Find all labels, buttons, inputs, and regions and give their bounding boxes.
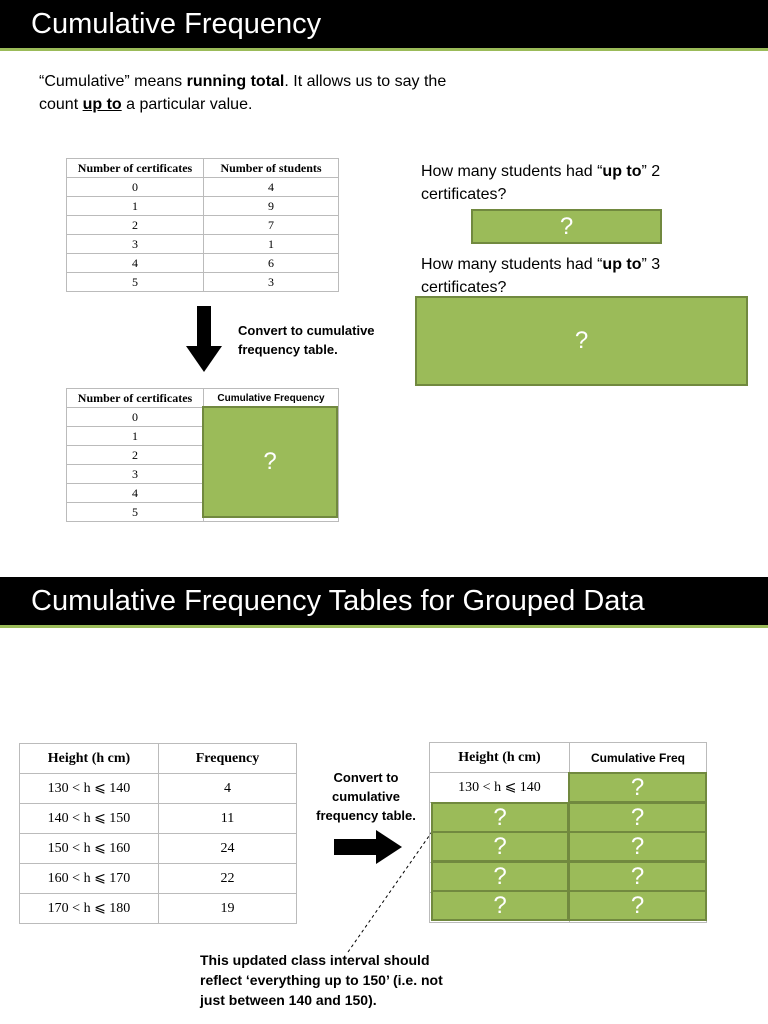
slide1-title: Cumulative Frequency [31, 8, 322, 40]
col-header-height: Height (h cm) [20, 744, 159, 774]
cell: 0 [67, 178, 204, 197]
question-2-post: ” 3 certificates? [421, 256, 661, 296]
question-2 [421, 253, 721, 299]
cell: 3 [67, 235, 204, 254]
grouped-frequency-table [19, 743, 297, 924]
table-row [20, 834, 297, 864]
answer-2-box[interactable]: ? [415, 296, 748, 386]
cell: 1 [67, 427, 204, 446]
cell: 9 [204, 197, 339, 216]
hidden-cf-cell[interactable]: ? [568, 831, 707, 862]
col-header-frequency: Frequency [159, 744, 297, 774]
cell: 160 < h ⩽ 170 [20, 864, 159, 894]
table-row [20, 804, 297, 834]
down-arrow-icon [186, 306, 222, 372]
table-row [67, 254, 339, 273]
table-header-row [67, 159, 339, 178]
hidden-cf-cell[interactable]: ? [568, 802, 707, 833]
cell: 3 [67, 465, 204, 484]
slide2-title: Cumulative Frequency Tables for Grouped Data [31, 585, 645, 617]
cell: 4 [67, 254, 204, 273]
hidden-cf-cell[interactable]: ? [568, 772, 707, 803]
col-header-certificates: Number of certificates [67, 389, 204, 408]
cell: 6 [204, 254, 339, 273]
intro-part3: a particular value. [121, 96, 253, 113]
answer-1-box[interactable]: ? [471, 209, 662, 244]
table-row [20, 864, 297, 894]
cell: 1 [67, 197, 204, 216]
cell: 24 [159, 834, 297, 864]
intro-part2: . It allows us to say the count [39, 73, 447, 113]
table-row [20, 894, 297, 924]
col-header-cumulative: Cumulative Frequency [204, 389, 339, 408]
cell: 22 [159, 864, 297, 894]
cell: 19 [159, 894, 297, 924]
table-row [67, 235, 339, 254]
table-header-row [430, 743, 707, 773]
hidden-cf-cell[interactable]: ? [568, 861, 707, 892]
table-row [67, 178, 339, 197]
table-header-row [67, 389, 339, 408]
class-interval-note [200, 950, 460, 1010]
intro-text [39, 70, 479, 116]
question-1 [421, 160, 721, 206]
intro-underlined: up to [82, 96, 122, 113]
cell: 150 < h ⩽ 160 [20, 834, 159, 864]
hidden-interval-cell[interactable]: ? [431, 861, 569, 892]
slide2-title-bar [0, 577, 768, 628]
question-1-post: ” 2 certificates? [421, 163, 661, 203]
question-2-pre: How many students had “ [421, 256, 603, 273]
cell: 5 [67, 273, 204, 292]
slide1-title-bar [0, 0, 768, 51]
hidden-interval-cell[interactable]: ? [431, 890, 569, 921]
question-1-pre: How many students had “ [421, 163, 603, 180]
hidden-cumulative-values[interactable]: ? [202, 406, 338, 518]
cell: 1 [204, 235, 339, 254]
table-header-row [20, 744, 297, 774]
cell: 4 [204, 178, 339, 197]
table-row [67, 216, 339, 235]
col-header-students: Number of students [204, 159, 339, 178]
cell: 2 [67, 216, 204, 235]
intro-bold: running total [186, 73, 285, 90]
cell: 130 < h ⩽ 140 [20, 774, 159, 804]
col-header-height: Height (h cm) [430, 743, 570, 773]
cell: 140 < h ⩽ 150 [20, 804, 159, 834]
cell: 11 [159, 804, 297, 834]
note-part1: This updated class interval should reflect ‘everything [200, 952, 430, 988]
table-row [20, 774, 297, 804]
question-2-bold: up to [602, 256, 642, 273]
question-1-bold: up to [602, 163, 642, 180]
convert-label-2: Convert to cumulative frequency table. [316, 770, 416, 823]
table-row [67, 273, 339, 292]
hidden-interval-cell[interactable]: ? [431, 831, 569, 862]
cell: 130 < h ⩽ 140 [430, 773, 570, 803]
col-header-certificates: Number of certificates [67, 159, 204, 178]
hidden-interval-cell[interactable]: ? [431, 802, 569, 833]
cell: 4 [159, 774, 297, 804]
cell: 2 [67, 446, 204, 465]
cell: 170 < h ⩽ 180 [20, 894, 159, 924]
note-bold: up to [324, 972, 359, 988]
note-part2: 150’ (i.e. not just between 140 and 150). [200, 972, 443, 1008]
convert-label: Convert to cumulative frequency table. [238, 323, 375, 357]
cell: 5 [67, 503, 204, 522]
intro-part1: “Cumulative” means [39, 73, 187, 90]
cell: 7 [204, 216, 339, 235]
hidden-cf-cell[interactable]: ? [568, 890, 707, 921]
table-row [67, 197, 339, 216]
cell: 4 [67, 484, 204, 503]
col-header-cumulative-freq: Cumulative Freq [570, 743, 707, 773]
cell: 3 [204, 273, 339, 292]
certificates-table [66, 158, 339, 292]
cell: 0 [67, 408, 204, 427]
